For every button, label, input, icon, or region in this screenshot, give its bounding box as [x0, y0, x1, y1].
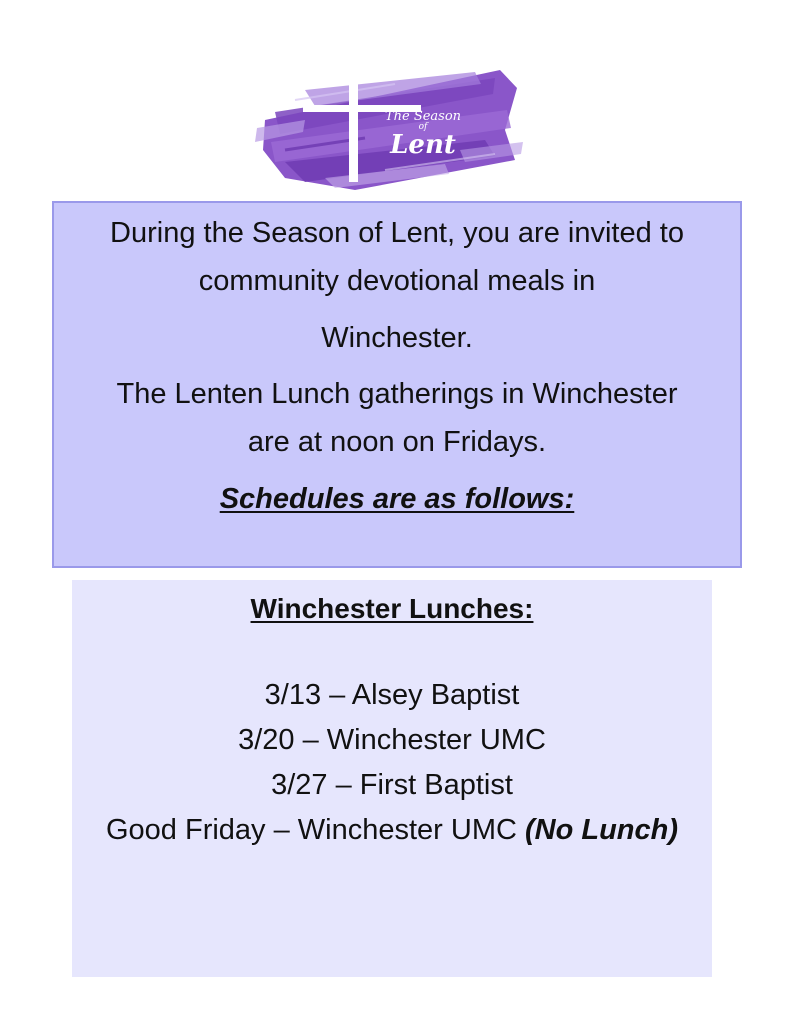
schedule-heading: Winchester Lunches:: [250, 593, 534, 624]
intro-line-2: community devotional meals in: [198, 265, 596, 297]
schedule-item: [52, 723, 732, 757]
no-lunch-note: (No Lunch): [525, 814, 679, 846]
intro-line-5: are at noon on Fridays.: [247, 426, 547, 458]
schedule-box: [72, 580, 712, 977]
schedule-item: [52, 813, 732, 847]
schedule-item-text: 3/20 – Winchester UMC: [238, 724, 546, 756]
schedule-item: [52, 678, 732, 712]
intro-line-1: During the Season of Lent, you are invited to: [110, 217, 684, 249]
schedule-item: [52, 768, 732, 802]
logo-line-3: Lent: [390, 130, 456, 160]
schedule-item-text: 3/13 – Alsey Baptist: [264, 679, 520, 711]
schedule-item-text: Good Friday – Winchester UMC: [105, 814, 525, 846]
invitation-box: [52, 201, 742, 568]
intro-line-4: The Lenten Lunch gatherings in Winchester: [116, 378, 678, 410]
logo-text: [373, 110, 473, 158]
schedule-item-text: 3/27 – First Baptist: [271, 769, 513, 801]
schedules-heading: Schedules are as follows:: [219, 483, 575, 515]
logo-line-1: The Season: [384, 109, 462, 124]
logo-line-2: of: [418, 122, 428, 132]
intro-line-3: Winchester.: [321, 322, 473, 354]
lent-logo: [245, 50, 525, 195]
